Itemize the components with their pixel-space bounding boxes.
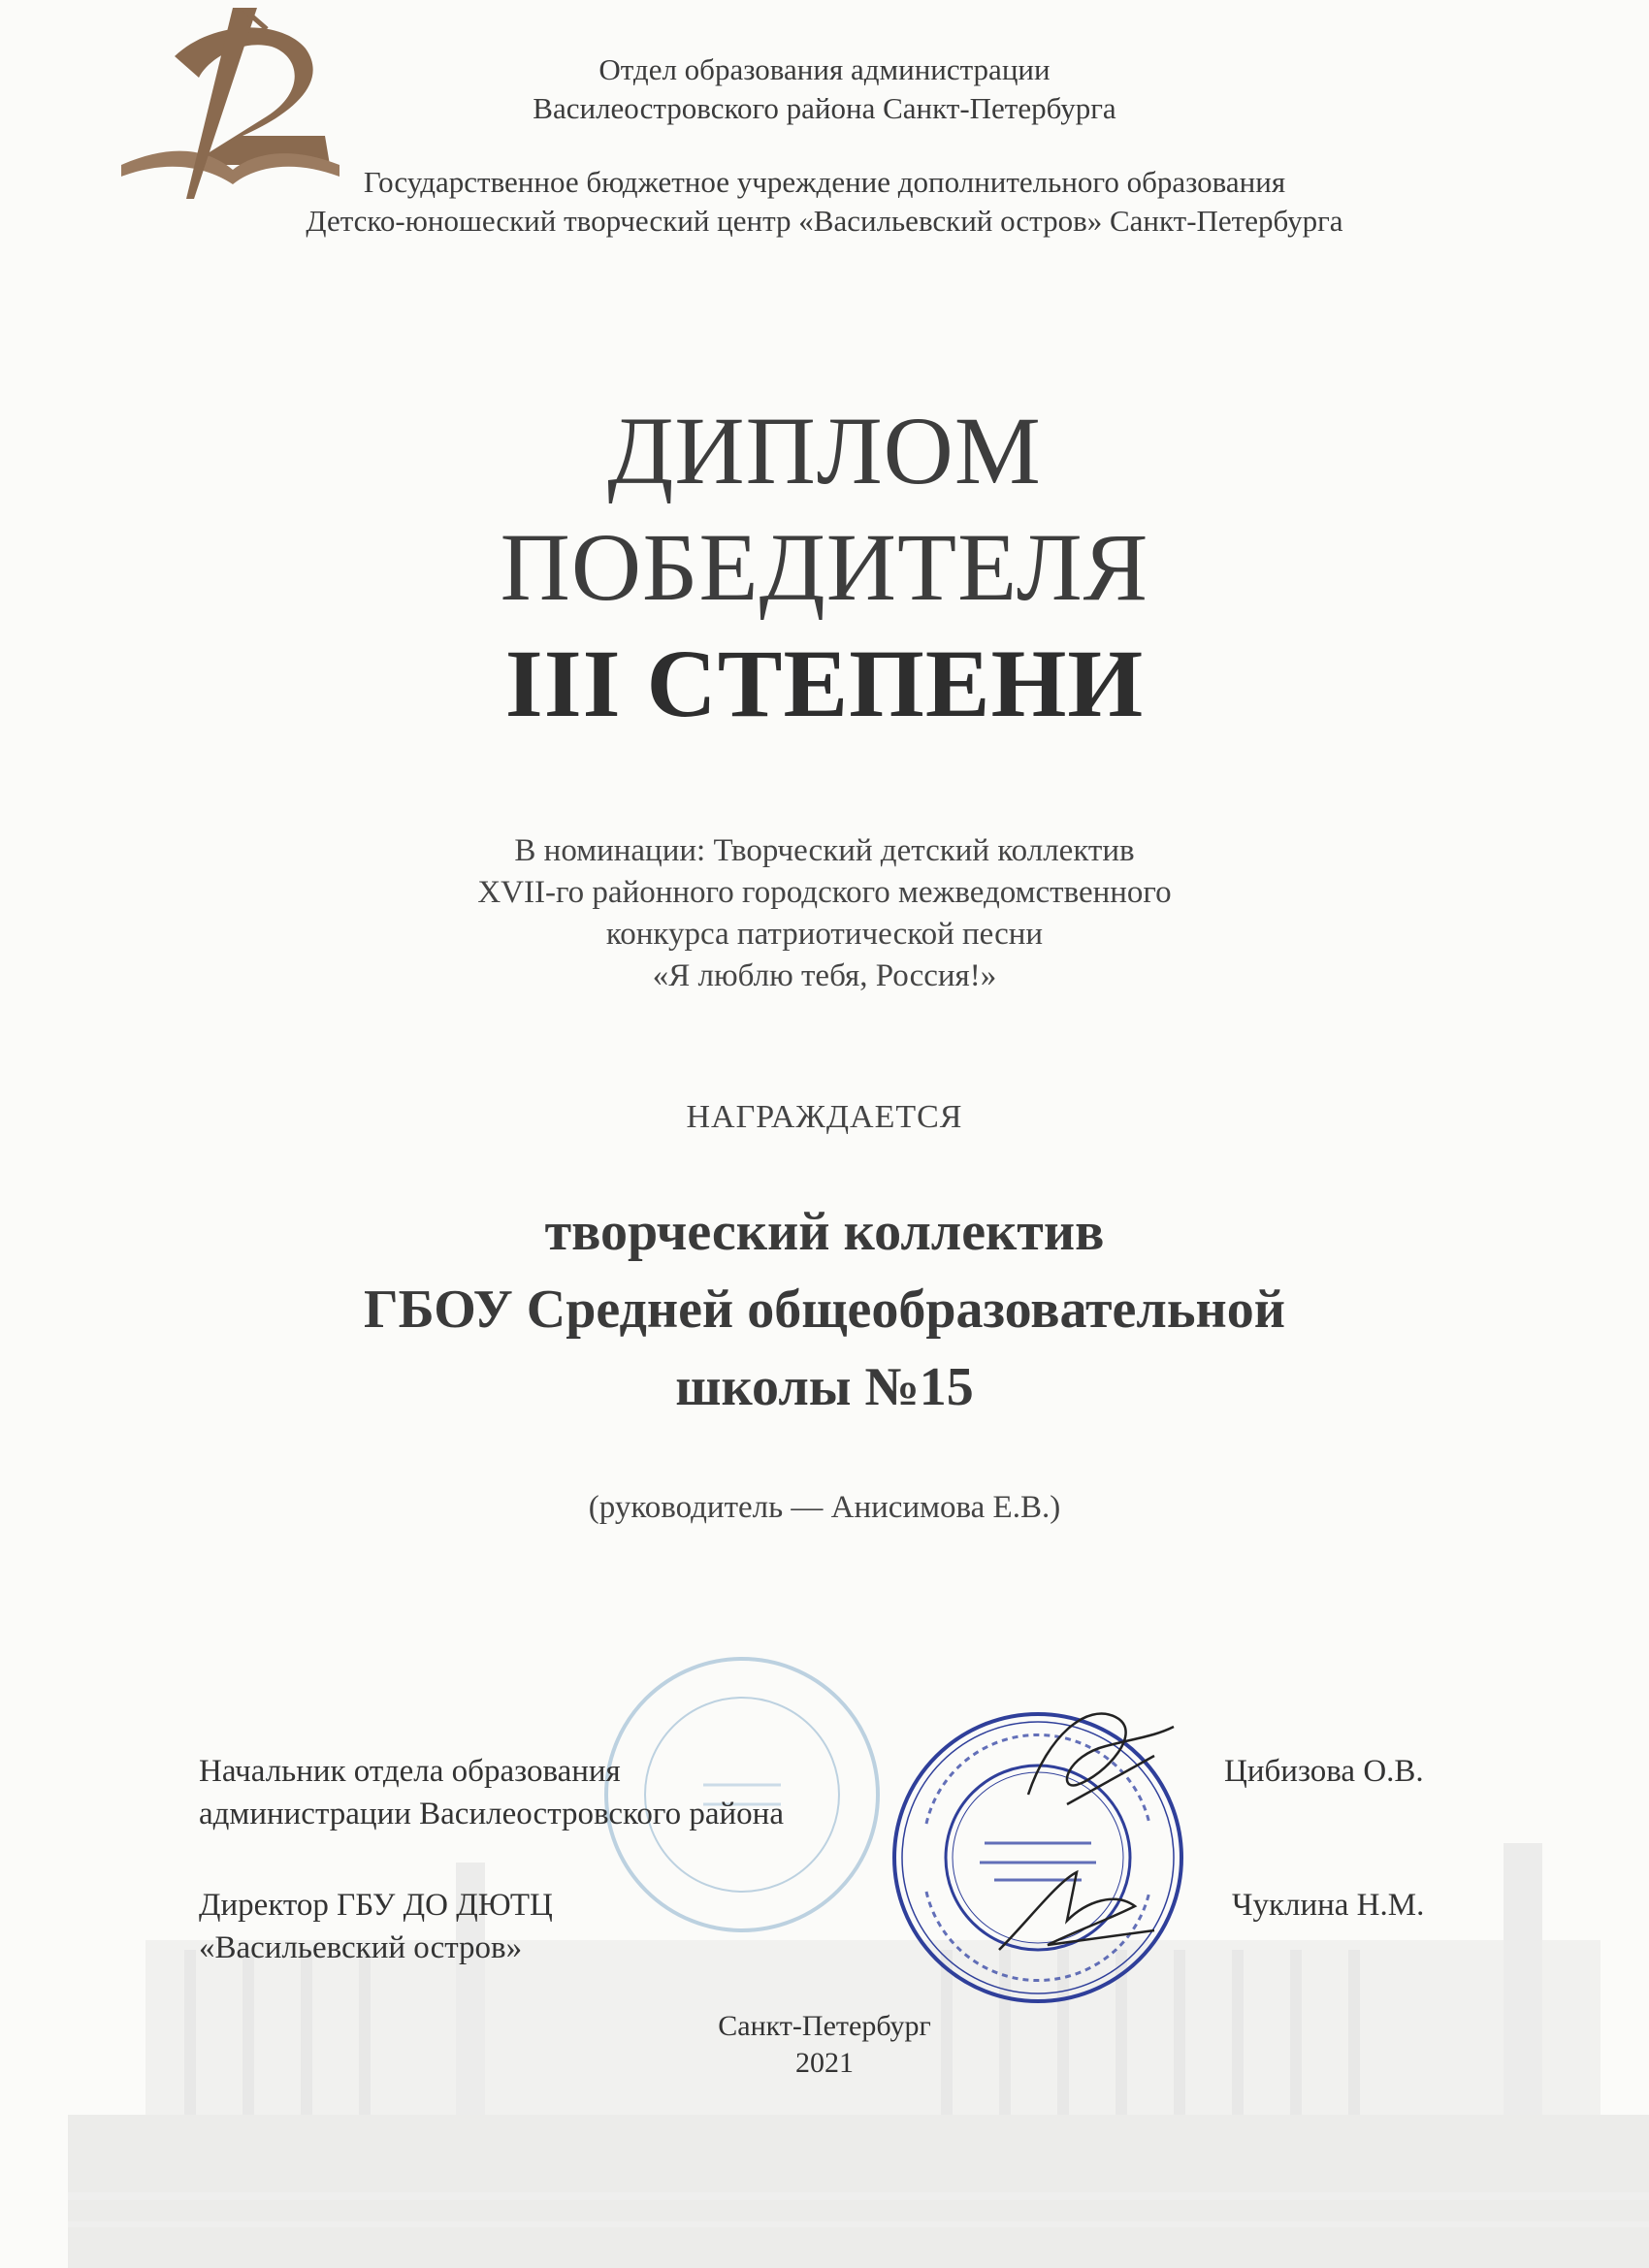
signatory-1-position-line-1: Начальник отдела образования bbox=[199, 1754, 621, 1789]
diploma-title bbox=[0, 393, 1649, 742]
nomination-line-4: «Я люблю тебя, Россия!» bbox=[652, 958, 997, 993]
header-line-4: Детско-юношеский творческий центр «Васильевский остров» Санкт-Петербурга bbox=[306, 204, 1343, 238]
header-line-1: Отдел образования администрации bbox=[598, 52, 1051, 86]
title-line-1: ДИПЛОМ bbox=[607, 397, 1042, 504]
title-line-2: ПОБЕДИТЕЛЯ bbox=[500, 513, 1149, 621]
nomination-line-1: В номинации: Творческий детский коллектив bbox=[514, 833, 1135, 868]
footer-city: Санкт-Петербург bbox=[718, 2010, 931, 2042]
issuer-header-secondary bbox=[0, 163, 1649, 241]
recipient-line-2: ГБОУ Средней общеобразовательной bbox=[364, 1280, 1285, 1340]
signatory-2-name: Чуклина Н.М. bbox=[1232, 1888, 1425, 1923]
signature-2 bbox=[989, 1863, 1164, 1969]
signature-1 bbox=[1009, 1698, 1183, 1814]
recipient-line-3: школы №15 bbox=[675, 1357, 974, 1417]
place-and-year bbox=[0, 2008, 1649, 2082]
recipient-block bbox=[0, 1193, 1649, 1426]
nomination-block bbox=[0, 830, 1649, 997]
signatory-1-name: Цибизова О.В. bbox=[1224, 1754, 1424, 1789]
title-line-3: III СТЕПЕНИ bbox=[504, 630, 1145, 737]
awarded-label: НАГРАЖДАЕТСЯ bbox=[686, 1099, 963, 1135]
nomination-line-3: конкурса патриотической песни bbox=[605, 917, 1044, 952]
recipient-line-1: творческий коллектив bbox=[544, 1202, 1105, 1262]
issuer-header-primary bbox=[0, 50, 1649, 128]
footer-year: 2021 bbox=[795, 2047, 854, 2079]
header-line-2: Василеостровского района Санкт-Петербурга bbox=[533, 91, 1116, 125]
signatory-2-position bbox=[199, 1884, 553, 1969]
signatory-1-position-line-2: администрации Василеостровского района bbox=[199, 1797, 784, 1831]
signatory-2-position-line-1: Директор ГБУ ДО ДЮТЦ bbox=[199, 1888, 553, 1923]
leader-note: (руководитель — Анисимова Е.В.) bbox=[588, 1490, 1061, 1525]
signatory-1-position bbox=[199, 1750, 784, 1835]
signatory-2-position-line-2: «Васильевский остров» bbox=[199, 1930, 523, 1965]
header-line-3: Государственное бюджетное учреждение дополнительного образования bbox=[363, 165, 1286, 199]
nomination-line-2: XVII-го районного городского межведомственного bbox=[477, 875, 1172, 910]
